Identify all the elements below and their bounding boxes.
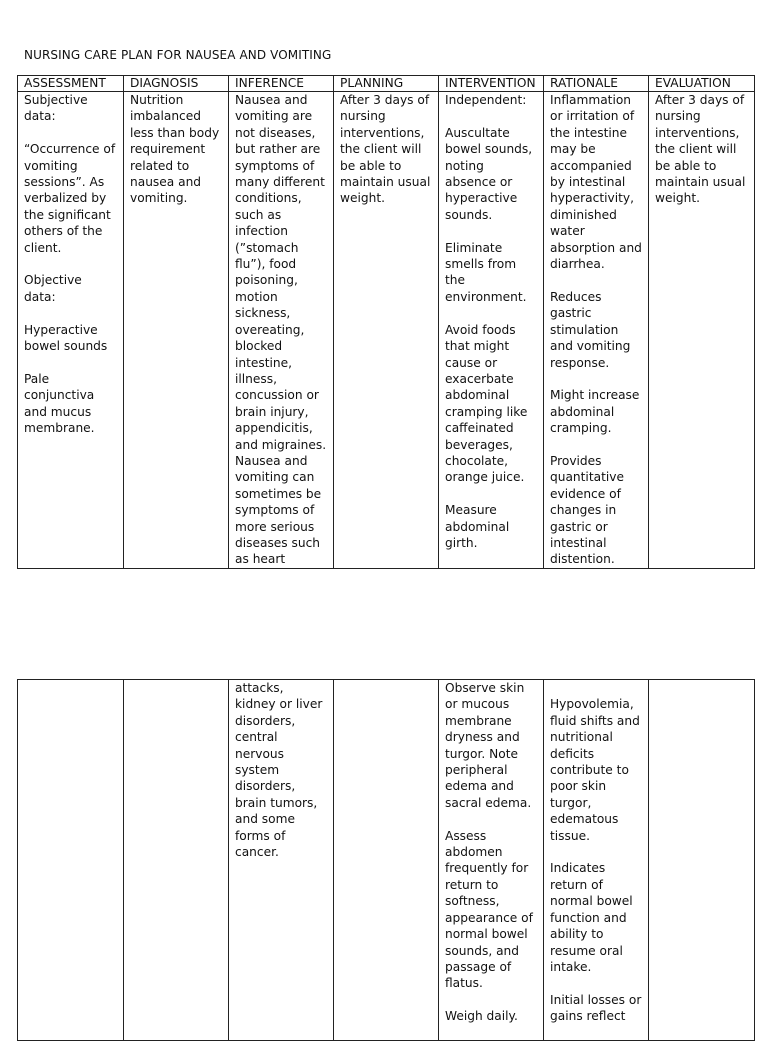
cell-intervention: Observe skin or mucous membrane dryness and turgor. Note peripheral edema and sacral edema. Assess abdomen frequently for return to softness, appearance of normal bowel sounds, and passage of flatus. Weigh daily. [439,680,544,1041]
table-row [18,92,755,569]
cell-inference: attacks, kidney or liver disorders, central nervous system disorders, brain tumors, and some forms of cancer. [229,680,334,1041]
header-inference: INFERENCE [229,76,334,92]
care-plan-table-page-1 [17,75,755,569]
cell-diagnosis: Nutrition imbalanced less than body requirement related to nausea and vomiting. [124,92,229,569]
cell-diagnosis [124,680,229,1041]
header-planning: PLANNING [334,76,439,92]
cell-planning: After 3 days of nursing interventions, the client will be able to maintain usual weight. [334,92,439,569]
header-rationale: RATIONALE [544,76,649,92]
cell-rationale: Hypovolemia, fluid shifts and nutritional deficits contribute to poor skin turgor, edematous tissue. Indicates return of normal bowel function and ability to resume oral intake. Initial losses or gains reflect [544,680,649,1041]
cell-rationale: Inflammation or irritation of the intestine may be accompanied by intestinal hyperactivity, diminished water absorption and diarrhea. Reduces gastric stimulation and vomiting response. Might increase abdominal cramping. Provides quantitative evidence of changes in gastric or intestinal distention. [544,92,649,569]
document-title: NURSING CARE PLAN FOR NAUSEA AND VOMITING [24,48,332,62]
cell-evaluation: After 3 days of nursing interventions, the client will be able to maintain usual weight. [649,92,755,569]
header-assessment: ASSESSMENT [18,76,124,92]
cell-planning [334,680,439,1041]
cell-assessment: Subjective data: “Occurrence of vomiting sessions”. As verbalized by the significant others of the client. Objective data: Hyperactive bowel sounds Pale conjunctiva and mucus membrane. [18,92,124,569]
cell-assessment [18,680,124,1041]
cell-evaluation [649,680,755,1041]
header-intervention: INTERVENTION [439,76,544,92]
table-header-row [18,76,755,92]
table-row [18,680,755,1041]
cell-inference: Nausea and vomiting are not diseases, but rather are symptoms of many different conditions, such as infection (”stomach flu”), food poisoning, motion sickness, overeating, blocked intestine, illness, concussion or brain injury, appendicitis, and migraines. Nausea and vomiting can sometimes be symptoms of more serious diseases such as heart [229,92,334,569]
care-plan-table-page-2 [17,679,755,1041]
header-diagnosis: DIAGNOSIS [124,76,229,92]
cell-intervention: Independent: Auscultate bowel sounds, noting absence or hyperactive sounds. Eliminate smells from the environment. Avoid foods that might cause or exacerbate abdominal cramping like caffeinated beverages, chocolate, orange juice. Measure abdominal girth. [439,92,544,569]
header-evaluation: EVALUATION [649,76,755,92]
